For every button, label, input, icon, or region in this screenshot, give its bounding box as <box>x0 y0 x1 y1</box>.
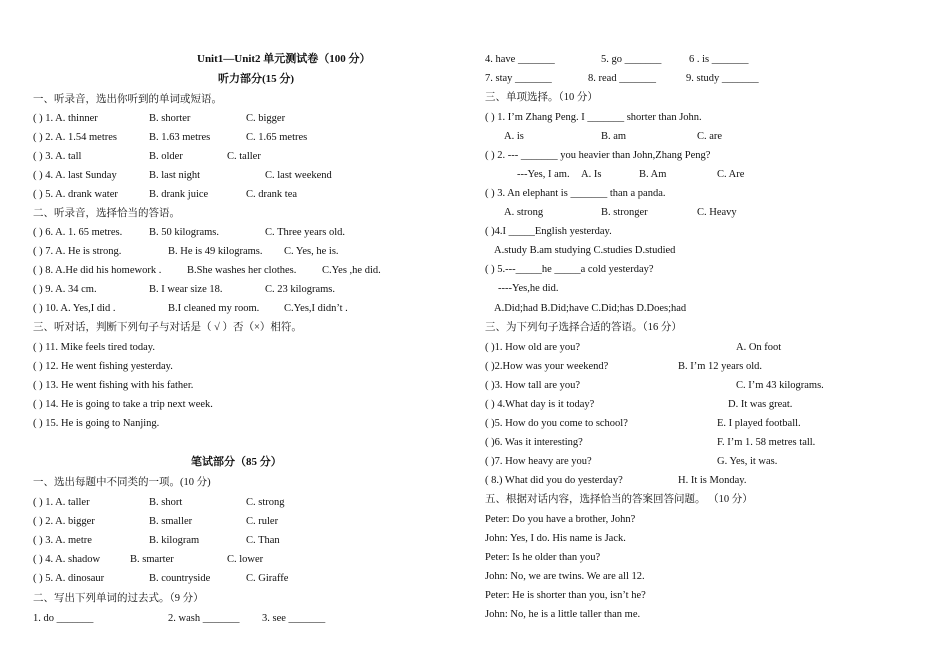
written-title: 笔试部分（85 分） <box>191 456 282 468</box>
statement-row: ( ) 11. Mike feels tired today. <box>33 342 155 353</box>
dialog-line: Peter: He is shorter than you, isn’t he? <box>485 590 646 601</box>
section-heading: 一、听录音，选出你听到的单词或短语。 <box>33 94 222 105</box>
section-heading: 一、选出每题中不同类的一项。(10 分) <box>33 477 211 488</box>
page-title: Unit1—Unit2 单元测试卷（100 分） <box>197 53 371 65</box>
statement-row: ( ) 13. He went fishing with his father. <box>33 380 194 391</box>
mc-options: A.study B.am studying C.studies D.studied <box>494 245 676 256</box>
mc-question: ( )4.I _____English yesterday. <box>485 226 612 237</box>
statement-row: ( ) 14. He is going to take a trip next week. <box>33 399 213 410</box>
mc-answer: ----Yes,he did. <box>498 283 559 294</box>
section-heading: 三、单项选择。（10 分） <box>485 92 598 103</box>
mc-question: ( ) 3. An elephant is _______ than a panda. <box>485 188 666 199</box>
listening-title: 听力部分(15 分) <box>218 73 295 85</box>
mc-options: A.Did;had B.Did;have C.Did;has D.Does;had <box>494 303 687 314</box>
dialog-line: John: No, we are twins. We are all 12. <box>485 571 645 582</box>
section-heading: 三、听对话，判断下列句子与对话是（ √ ）否（×）相符。 <box>33 322 302 333</box>
mc-question: ( ) 1. I’m Zhang Peng. I _______ shorter than John. <box>485 112 702 123</box>
dialog-line: John: Yes, I do. His name is Jack. <box>485 533 626 544</box>
section-heading: 二、听录音，选择恰当的答语。 <box>33 208 180 219</box>
section-heading: 三、为下列句子选择合适的答语。（16 分） <box>485 322 682 333</box>
dialog-line: John: No, he is a little taller than me. <box>485 609 641 620</box>
statement-row: ( ) 15. He is going to Nanjing. <box>33 418 160 429</box>
dialog-line: Peter: Do you have a brother, John? <box>485 514 636 525</box>
section-heading: 五、根据对话内容，选择恰当的答案回答问题。 （10 分） <box>485 494 753 505</box>
dialog-line: Peter: Is he older than you? <box>485 552 601 563</box>
mc-question: ( ) 2. --- _______ you heavier than John,Zhang Peng? <box>485 150 711 161</box>
section-heading: 二、写出下列单词的过去式。（9 分） <box>33 593 204 604</box>
mc-question: ( ) 5.---_____he _____a cold yesterday? <box>485 264 654 275</box>
statement-row: ( ) 12. He went fishing yesterday. <box>33 361 173 372</box>
